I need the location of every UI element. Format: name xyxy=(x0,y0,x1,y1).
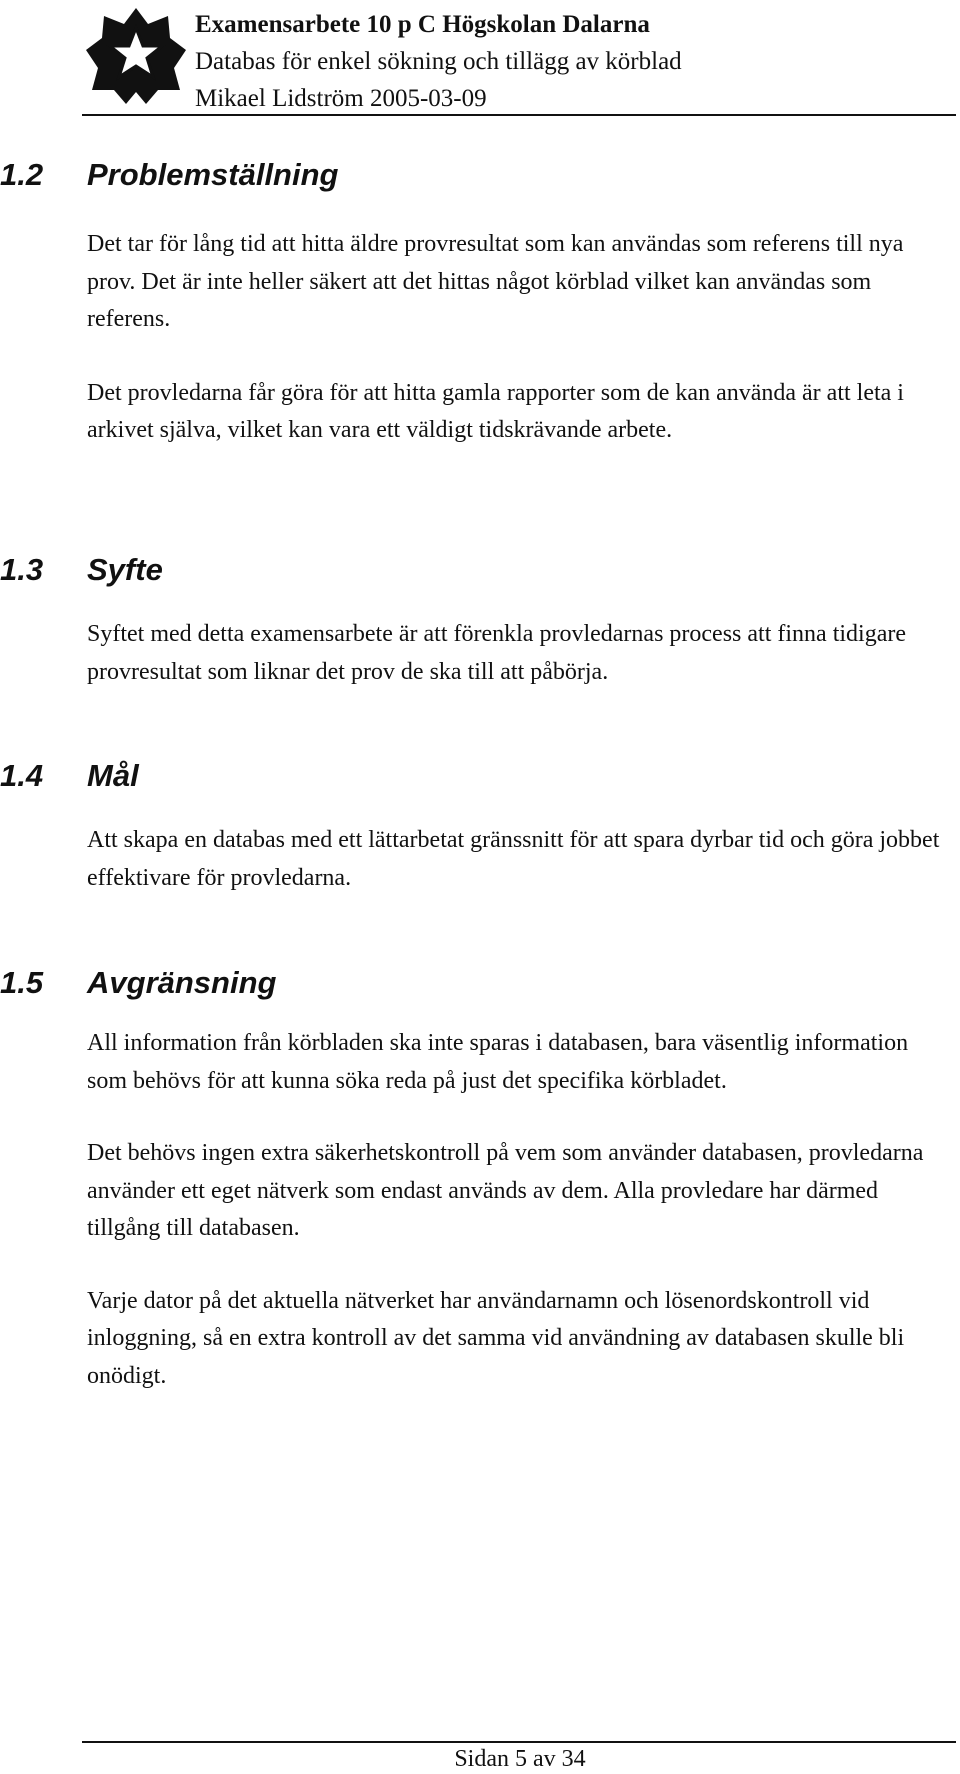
section-heading xyxy=(0,963,960,1003)
section-heading xyxy=(0,155,960,195)
star-seal-icon xyxy=(84,6,188,106)
section-title: Problemställning xyxy=(87,157,339,192)
header-divider xyxy=(82,114,956,116)
section-problemstallning xyxy=(0,155,960,450)
paragraph: Syftet med detta examensarbete är att förenkla provledarnas process att finna tidigare provresultat som liknar det prov de ska till att påbörja. xyxy=(87,621,906,685)
section-title: Avgränsning xyxy=(87,965,277,1000)
section-number: 1.5 xyxy=(0,965,44,1000)
section-heading xyxy=(0,756,960,796)
paragraph: Det behövs ingen extra säkerhetskontroll på vem som använder databasen, provledarna använder ett eget nätverk som endast används av dem. Alla provledare har därmed tillgång till databasen. xyxy=(87,1140,924,1241)
paragraph: Att skapa en databas med ett lättarbetat gränssnitt för att spara dyrbar tid och göra jobbet effektivare för provledarna. xyxy=(87,827,940,891)
paragraph: Det tar för lång tid att hitta äldre provresultat som kan användas som referens till nya prov. Det är inte heller säkert att det hittas något körblad vilket kan användas som referens. xyxy=(87,231,904,332)
running-header xyxy=(195,6,682,117)
section-syfte xyxy=(0,550,960,691)
section-heading xyxy=(0,550,960,590)
section-number: 1.4 xyxy=(0,758,44,793)
section-number: 1.3 xyxy=(0,552,44,587)
section-title: Mål xyxy=(87,758,139,793)
paragraph: All information från körbladen ska inte sparas i databasen, bara väsentlig information som behövs för att kunna söka reda på just det specifika körbladet. xyxy=(87,1030,909,1094)
header-title: Examensarbete 10 p C Högskolan Dalarna xyxy=(195,11,650,38)
header-author-date: Mikael Lidström 2005-03-09 xyxy=(195,85,487,112)
page-number: Sidan 5 av 34 xyxy=(454,1746,586,1772)
paragraph: Varje dator på det aktuella nätverket har användarnamn och lösenordskontroll vid inloggning, så en extra kontroll av det samma vid användning av databasen skulle bli onödigt. xyxy=(87,1287,905,1389)
header-subtitle: Databas för enkel sökning och tillägg av körblad xyxy=(195,48,682,75)
section-mal xyxy=(0,756,960,897)
paragraph: Det provledarna får göra för att hitta gamla rapporter som de kan använda är att leta i arkivet själva, vilket kan vara ett väldigt tidskrävande arbete. xyxy=(87,379,904,443)
section-avgransning xyxy=(0,963,960,1395)
section-number: 1.2 xyxy=(0,157,44,192)
footer-divider xyxy=(82,1741,956,1743)
section-title: Syfte xyxy=(87,552,163,587)
